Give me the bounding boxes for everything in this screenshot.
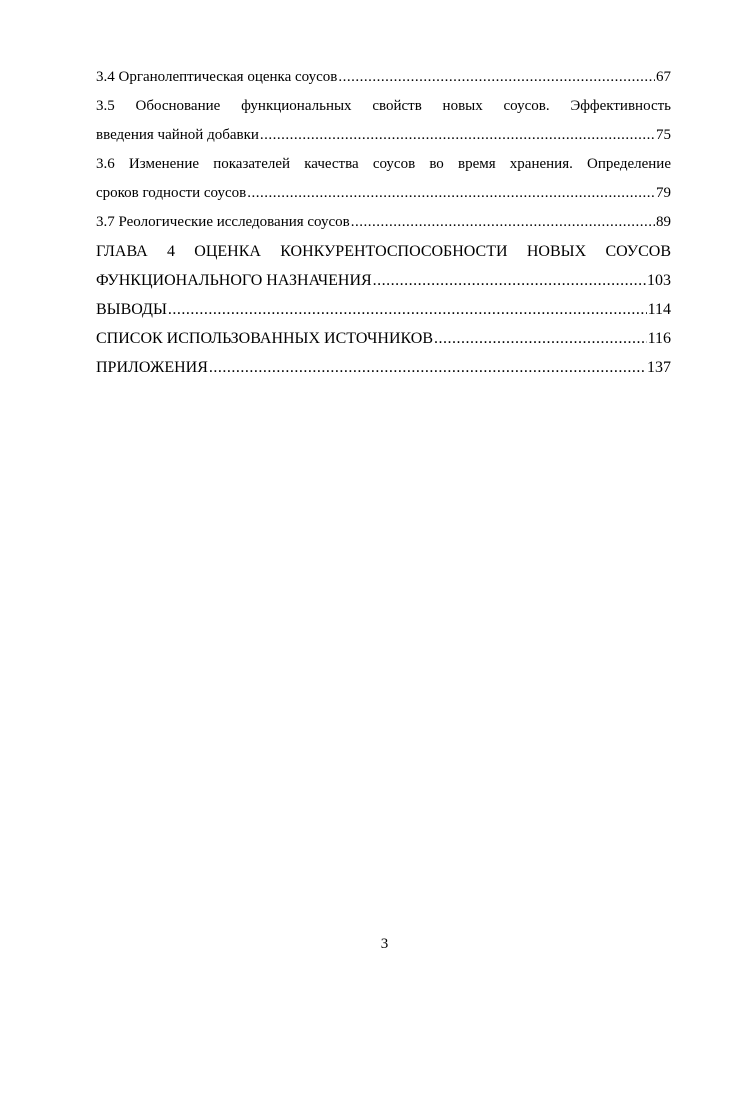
toc-page-number: 137 — [647, 359, 671, 376]
table-of-contents — [96, 63, 671, 382]
dot-leader — [373, 266, 646, 295]
toc-entry-line — [96, 295, 671, 324]
dot-leader — [338, 63, 655, 92]
dot-leader — [434, 324, 647, 353]
toc-entry-line — [96, 266, 671, 295]
toc-entry-title: 3.4 Органолептическая оценка соусов — [96, 69, 338, 85]
toc-page-number: 67 — [656, 69, 671, 85]
toc-page-number: 103 — [647, 272, 671, 289]
dot-leader — [351, 208, 655, 237]
toc-entry-line — [96, 179, 671, 208]
toc-entry-3-6 — [96, 150, 671, 208]
toc-entry-conclusions — [96, 295, 671, 324]
toc-entry-3-5 — [96, 92, 671, 150]
toc-entry-title-line: 3.5 Обоснование функциональных свойств новых соусов. Эффективность — [96, 98, 671, 114]
toc-entry-appendices — [96, 353, 671, 382]
toc-entry-title-line: ГЛАВА 4 ОЦЕНКА КОНКУРЕНТОСПОСОБНОСТИ НОВЫХ СОУСОВ — [96, 243, 671, 260]
toc-entry-3-7 — [96, 208, 671, 237]
toc-entry-title: введения чайной добавки — [96, 127, 259, 143]
toc-entry-line — [96, 353, 671, 382]
toc-entry-title: ФУНКЦИОНАЛЬНОГО НАЗНАЧЕНИЯ — [96, 272, 372, 289]
toc-entry-title: ВЫВОДЫ — [96, 301, 167, 318]
page-number: 3 — [380, 936, 389, 952]
toc-entry-title: СПИСОК ИСПОЛЬЗОВАННЫХ ИСТОЧНИКОВ — [96, 330, 434, 347]
toc-entry-references — [96, 324, 671, 353]
toc-entry-line — [96, 208, 671, 237]
toc-entry-title: ПРИЛОЖЕНИЯ — [96, 359, 208, 376]
toc-entry-line — [96, 324, 671, 353]
toc-page-number: 114 — [647, 301, 671, 318]
toc-entry-line — [96, 121, 671, 150]
toc-entry-title: сроков годности соусов — [96, 185, 247, 201]
dot-leader — [247, 179, 655, 208]
toc-entry-3-4 — [96, 63, 671, 92]
toc-page-number: 89 — [656, 214, 671, 230]
dot-leader — [168, 295, 647, 324]
dot-leader — [209, 353, 646, 382]
toc-entry-title: 3.7 Реологические исследования соусов — [96, 214, 350, 230]
toc-entry-title-line: 3.6 Изменение показателей качества соусов во время хранения. Определение — [96, 156, 671, 172]
toc-page-number: 75 — [656, 127, 671, 143]
toc-page-number: 116 — [647, 330, 671, 347]
toc-entry-line — [96, 63, 671, 92]
toc-page-number: 79 — [656, 185, 671, 201]
toc-entry-chapter-4 — [96, 237, 671, 295]
dot-leader — [260, 121, 655, 150]
